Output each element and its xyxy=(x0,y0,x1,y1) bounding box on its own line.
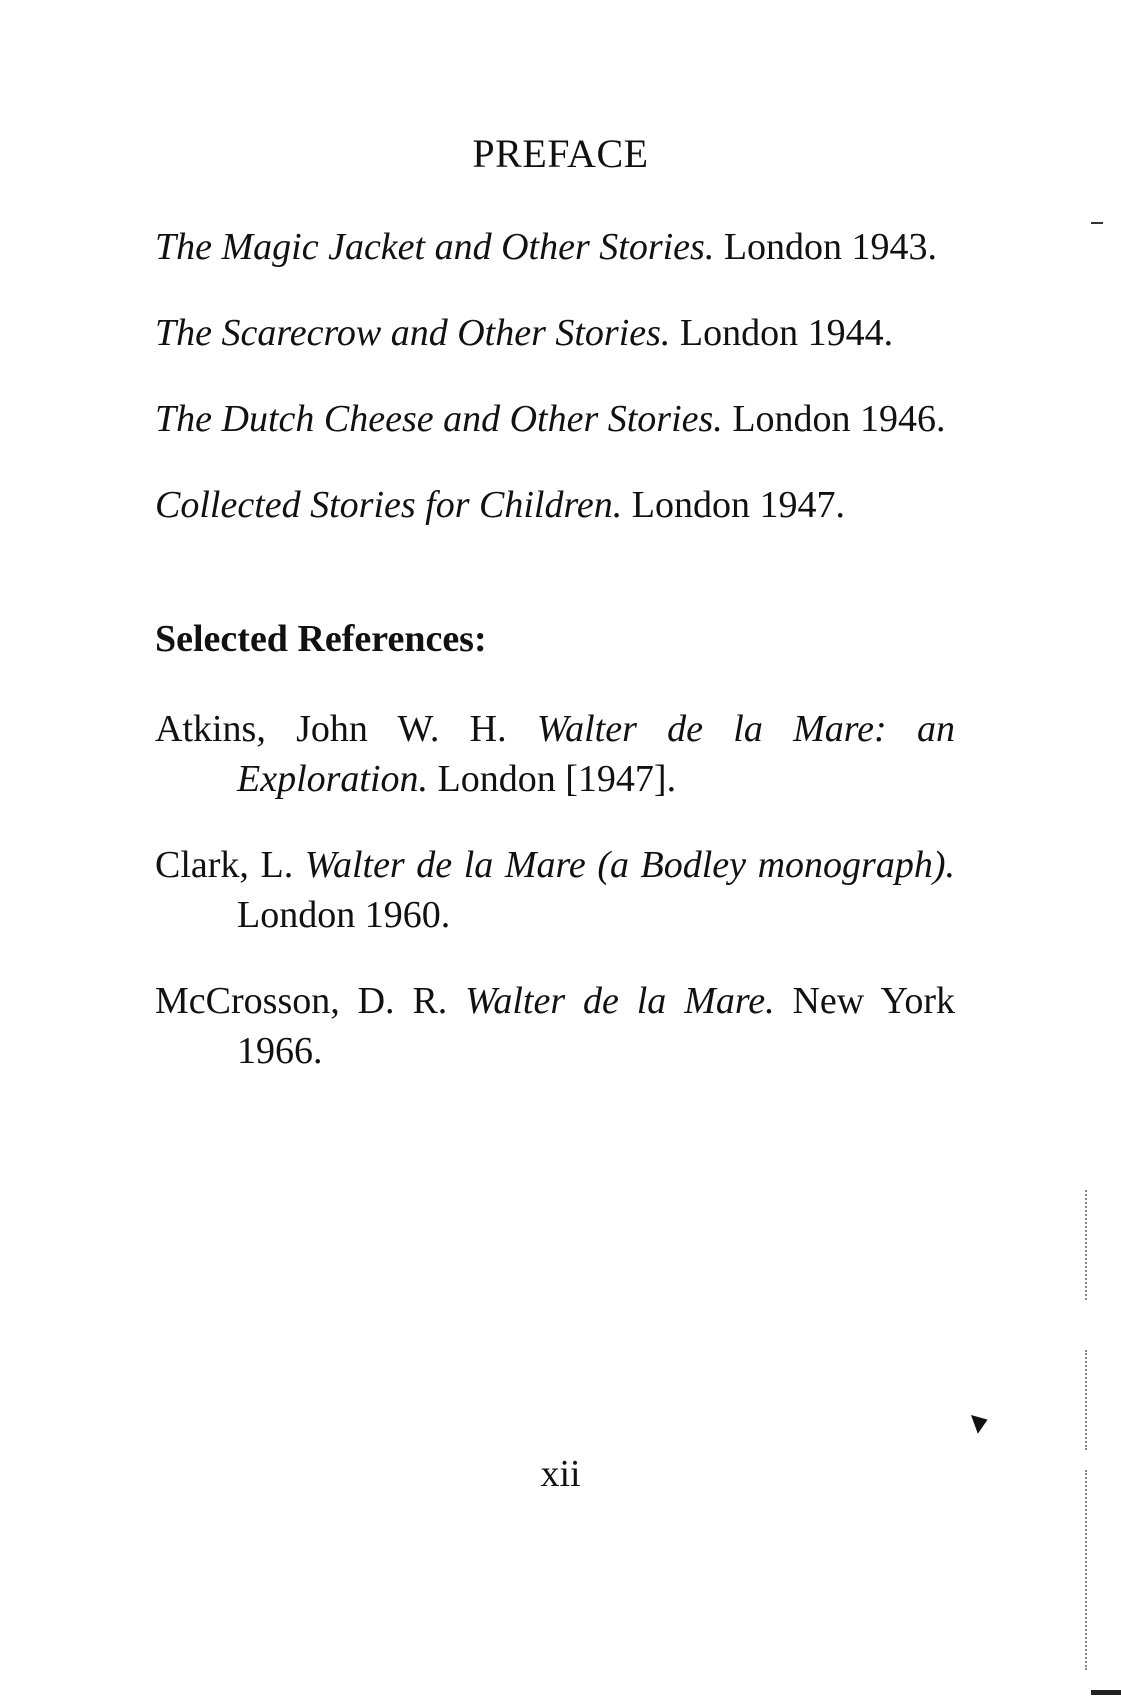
work-title: Collected Stories for Children. xyxy=(155,484,623,526)
work-publication: London 1947. xyxy=(622,484,845,526)
running-head: PREFACE xyxy=(472,131,649,176)
reference-entry xyxy=(155,704,955,804)
bibliography xyxy=(155,222,955,1112)
scan-edge-dots-middle xyxy=(1083,1350,1087,1450)
reference-publication: London 1960. xyxy=(237,894,451,936)
references-heading: Selected References: xyxy=(155,618,487,660)
work-title: The Dutch Cheese and Other Stories. xyxy=(155,398,723,440)
scan-edge-dots-upper xyxy=(1083,1190,1087,1300)
page-number: xii xyxy=(540,1453,581,1495)
work-publication: London 1943. xyxy=(714,226,938,268)
work-entry xyxy=(155,222,955,272)
reference-publication: New York 1966. xyxy=(237,980,955,1072)
work-entry xyxy=(155,394,955,444)
work-publication: London 1946. xyxy=(722,398,946,440)
reference-title: Walter de la Mare: an Exploration. xyxy=(237,708,955,800)
reference-author: McCrosson, D. R. xyxy=(155,980,466,1022)
reference-author: Atkins, John W. H. xyxy=(155,708,537,750)
ink-mark xyxy=(971,1410,991,1434)
scan-corner-mark xyxy=(1091,1690,1121,1695)
work-title: The Magic Jacket and Other Stories. xyxy=(155,226,715,268)
reference-title: Walter de la Mare. xyxy=(465,980,775,1022)
work-entry xyxy=(155,480,955,530)
margin-dash xyxy=(1091,222,1103,224)
scan-edge-dots-lower xyxy=(1083,1470,1087,1670)
reference-author: Clark, L. xyxy=(155,844,305,886)
reference-entry xyxy=(155,976,955,1076)
reference-publication: London [1947]. xyxy=(428,758,677,800)
reference-entry xyxy=(155,840,955,940)
work-publication: London 1944. xyxy=(670,312,894,354)
reference-title: Walter de la Mare (a Bodley monograph). xyxy=(304,844,955,886)
work-title: The Scarecrow and Other Stories. xyxy=(155,312,671,354)
work-entry xyxy=(155,308,955,358)
